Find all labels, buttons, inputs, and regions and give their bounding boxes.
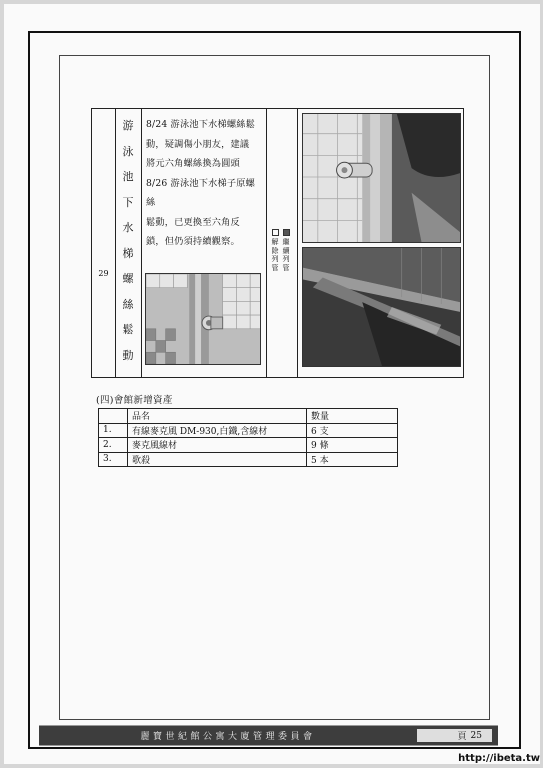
- page-footer: [39, 725, 498, 746]
- table-row: [99, 423, 398, 438]
- item-char: 梯: [122, 246, 134, 260]
- row-index: 1.: [99, 423, 128, 438]
- checkbox-icon: [272, 229, 279, 236]
- row-item-name: 歌殺: [128, 452, 307, 467]
- item-char: 池: [122, 170, 134, 183]
- row-item-name: 麥克風線材: [128, 438, 307, 453]
- status-char: 解: [271, 238, 279, 246]
- description-line: 8/26 游泳池下水梯子原螺絲: [146, 177, 256, 208]
- status-char: 續: [282, 246, 290, 255]
- status-char: 列: [271, 255, 279, 263]
- page-indicator: [417, 729, 492, 742]
- status-char: 管: [282, 263, 290, 272]
- item-char: 泳: [122, 144, 134, 158]
- page-label: 頁: [457, 732, 467, 742]
- description-line: 將元六角螺絲換為圓頭: [146, 158, 240, 169]
- item-char: 螺: [122, 272, 134, 285]
- assets-section-title: (四)會館新增資產: [96, 395, 173, 406]
- issue-item-vertical: [120, 113, 136, 368]
- status-options: [270, 229, 292, 272]
- row-index: 2.: [99, 438, 128, 453]
- table-row: [99, 452, 398, 467]
- ladder-bracket-photo: [302, 113, 461, 243]
- status-char: 列: [282, 255, 290, 263]
- item-char: 動: [122, 348, 134, 362]
- column-divider: [141, 109, 142, 377]
- column-divider: [115, 109, 116, 377]
- description-line: 8/24 游泳池下水梯螺絲鬆: [146, 119, 256, 130]
- assets-table: [98, 408, 398, 467]
- item-char: 下: [122, 195, 134, 209]
- page-number: 25: [470, 730, 482, 741]
- row-index: 3.: [99, 452, 128, 467]
- description-line: 鎖，但仍須持續觀察。: [146, 236, 240, 247]
- description-line: 鬆動，已更換至六角反: [146, 216, 240, 228]
- header-quantity: 數量: [307, 409, 398, 424]
- item-char: 絲: [122, 297, 134, 311]
- issue-table: [91, 108, 464, 378]
- organization-name: 麗寶世紀館公寓大廈管理委員會: [140, 732, 316, 742]
- column-divider: [266, 109, 267, 377]
- description-line: 動，疑調傷小朋友，建議: [146, 138, 250, 150]
- issue-number: 29: [98, 269, 109, 278]
- ladder-screw-photo: [145, 273, 261, 365]
- document-page: [4, 4, 540, 764]
- pool-stair-photo: [302, 247, 461, 367]
- row-item-name: 有線麥克風 DM-930,白鐵,含線材: [128, 423, 307, 438]
- header-item-name: 品名: [128, 409, 307, 424]
- status-char: 繼: [282, 238, 290, 246]
- status-char: 管: [271, 263, 279, 272]
- checked-box-icon: [283, 229, 290, 236]
- table-row: [99, 438, 398, 453]
- status-char: 除: [271, 246, 279, 255]
- item-char: 鬆: [122, 323, 134, 336]
- issue-description: [146, 115, 264, 252]
- status-option: [270, 229, 280, 272]
- row-quantity: 5 本: [307, 452, 398, 467]
- item-char: 水: [122, 221, 134, 234]
- column-divider: [297, 109, 298, 377]
- item-char: 游: [122, 119, 134, 132]
- row-quantity: 6 支: [307, 423, 398, 438]
- table-header-row: [99, 409, 398, 424]
- status-option: [281, 229, 291, 272]
- row-quantity: 9 條: [307, 438, 398, 453]
- header-index: [99, 409, 128, 424]
- watermark: http://ibeta.tw: [458, 753, 540, 764]
